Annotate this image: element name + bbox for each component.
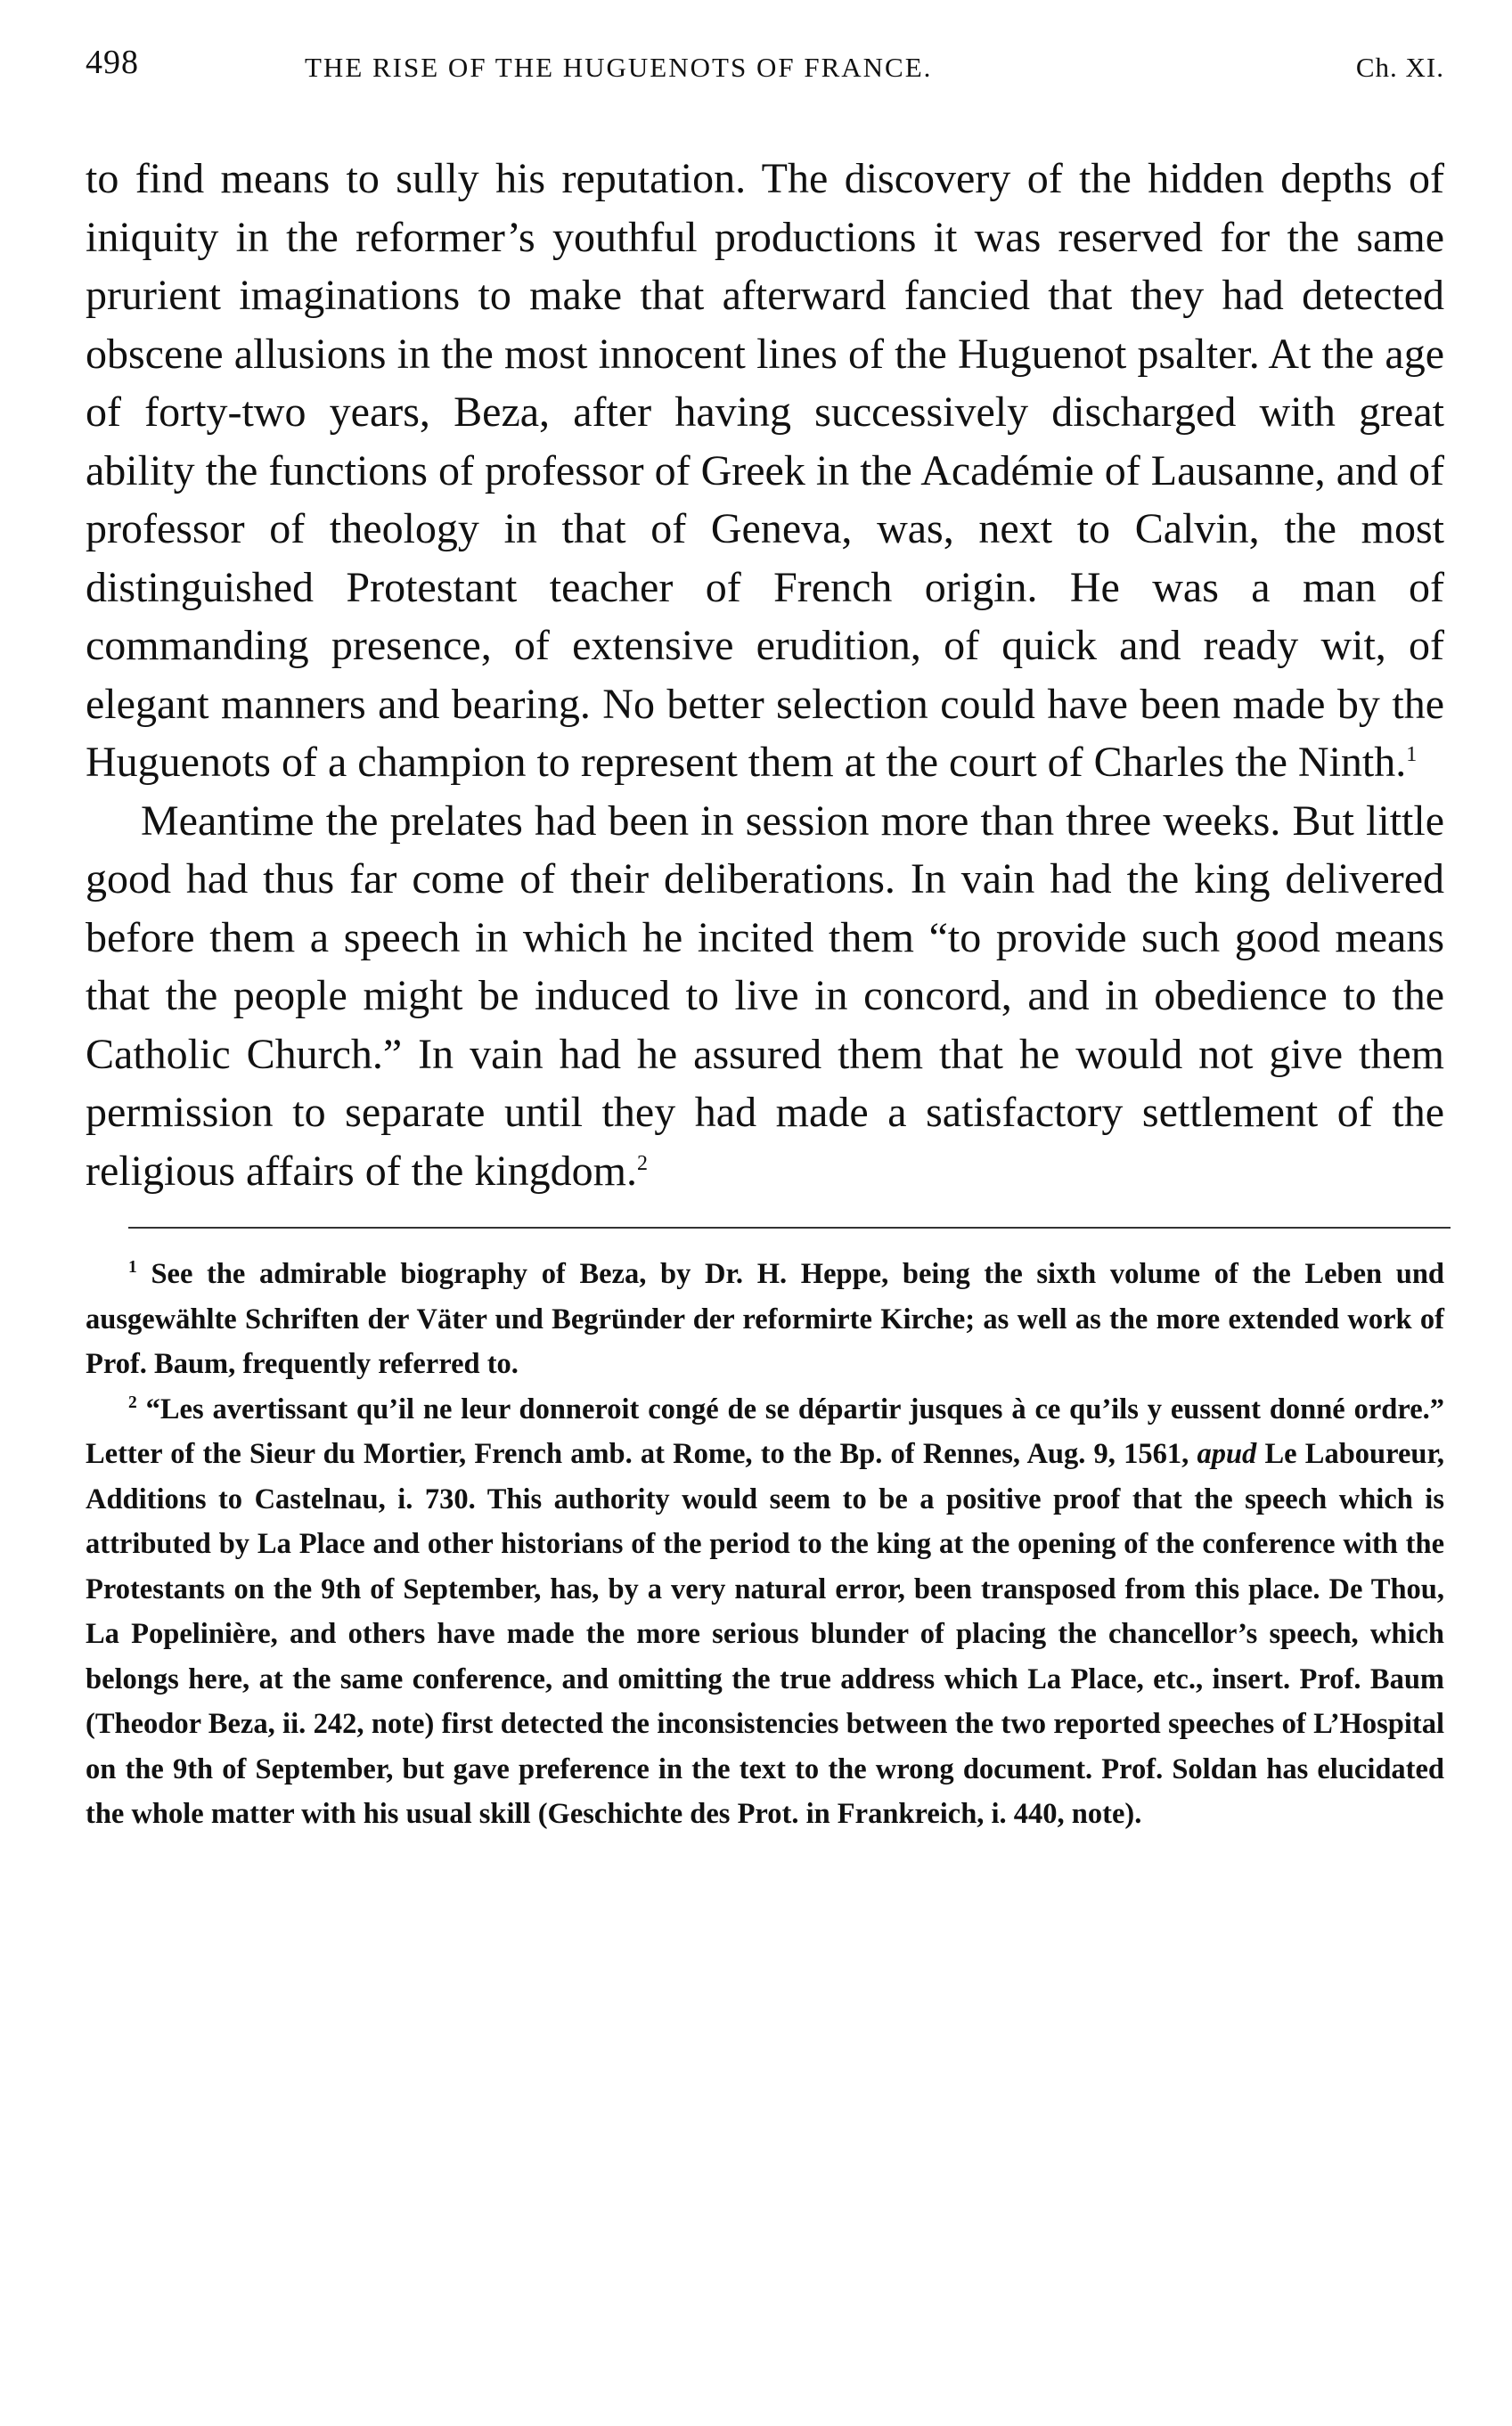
footnote-text: See the admirable biography of Beza, by Dr. H. Heppe, being the sixth volume of the Leben und ausgewählte Schriften der Väter und Begründer der reformirte Kirche; as well as the more extended work of Prof. Baum, frequently referred to. — [86, 1258, 1445, 1380]
footnote — [86, 1252, 1444, 1387]
paragraph — [86, 150, 1444, 792]
footnote-divider — [128, 1227, 1451, 1229]
page-number: 498 — [86, 44, 139, 81]
running-header — [86, 43, 1444, 96]
running-title: THE RISE OF THE HUGUENOTS OF FRANCE. — [305, 52, 933, 83]
paragraph-text: to find means to sully his reputation. The discovery of the hidden depths of iniquity in the reformer’s youthful productions it was reserved for the same prurient imaginations to make that afterward fancied that they had detected obscene allusions in the most innocent lines of the Huguenot psalter. At the age of forty-two years, Beza, after having successively discharged with great ability the functions of professor of Greek in the Académie of Lausanne, and of professor of theology in that of Geneva, was, next to Calvin, the most distinguished Protestant teacher of French origin. He was a man of commanding presence, of extensive erudition, of quick and ready wit, of elegant manners and bearing. No better selection could have been made by the Huguenots of a champion to represent them at the court of Charles the Ninth. — [86, 155, 1444, 786]
footnote-italic: apud — [1197, 1438, 1257, 1470]
footnote-text: “Les avertissant qu’il ne leur donneroit congé de se départir jusques à ce qu’ils y eussent donné ordre.” Letter of the Sieur du Mortier, French amb. at Rome, to the Bp. of Rennes, Aug. 9, 1561, — [86, 1393, 1444, 1470]
paragraph-text: Meantime the prelates had been in session more than three weeks. But little good had thus far come of their deliberations. In vain had the king delivered before them a speech in which he incited them “to provide such good means that the people might be induced to live in concord, and in obedience to the Catholic Church.” In vain had he assured them that he would not give them permission to separate until they had made a satisfactory settlement of the religious affairs of the kingdom. — [86, 796, 1444, 1195]
chapter-label: Ch. XI. — [1355, 52, 1444, 83]
footnote-mark: 1 — [128, 1258, 137, 1278]
footnote-mark: 2 — [128, 1393, 137, 1412]
paragraph — [86, 792, 1444, 1201]
footnote-ref: 2 — [636, 1151, 648, 1175]
footnotes — [86, 1252, 1444, 1837]
footnote — [86, 1387, 1444, 1837]
footnote-text: Le Laboureur, Additions to Castelnau, i. 730. This authority would seem to be a positive proof that the speech which is attributed by La Place and other historians of the period to the king at the opening of the conference with the Protestants on the 9th of September, has, by a very natural error, been transposed from this place. De Thou, La Popelinière, and others have made the more serious blunder of placing the chancellor’s speech, which belongs here, at the same conference, and omitting the true address which La Place, etc., insert. Prof. Baum (Theodor Beza, ii. 242, note) first detected the inconsistencies between the two reported speeches of L’Hospital on the 9th of September, but gave preference in the text to the wrong document. Prof. Soldan has elucidated the whole matter with his usual skill (Geschichte des Prot. in Frankreich, i. 440, note). — [86, 1438, 1445, 1830]
footnote-ref: 1 — [1406, 743, 1418, 766]
book-page — [86, 43, 1444, 1837]
main-text — [86, 150, 1444, 1200]
